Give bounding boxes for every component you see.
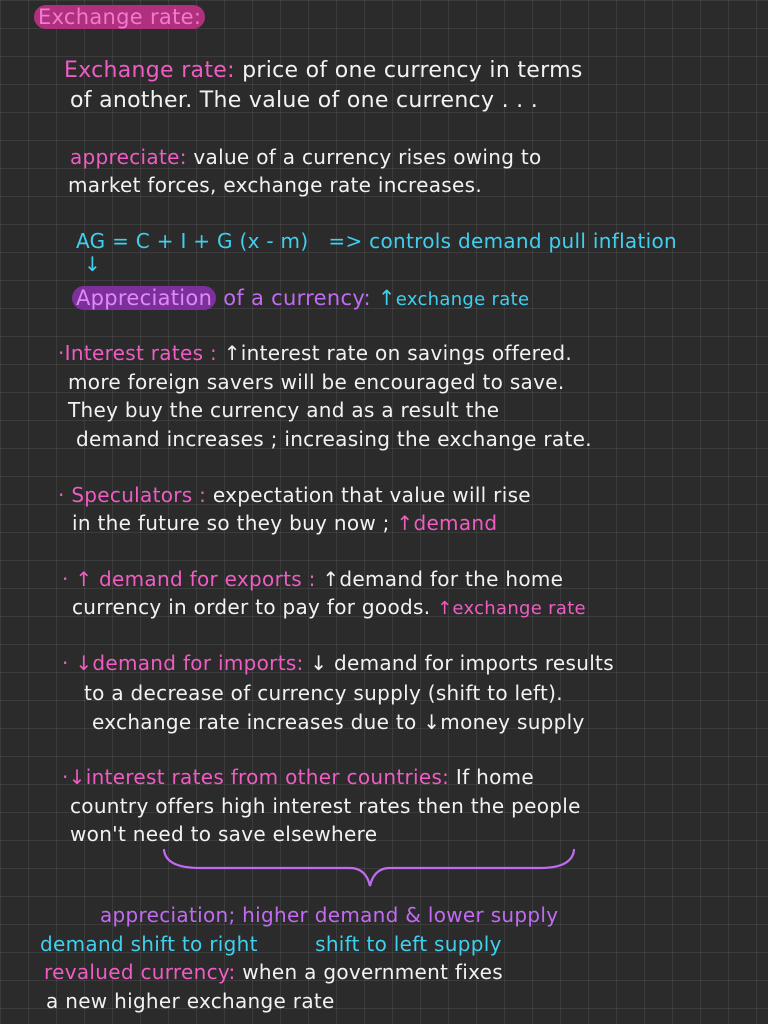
revalued-line-1 bbox=[44, 959, 503, 985]
imports-line-1 bbox=[62, 650, 614, 676]
revalued-text-1: when a government fixes bbox=[242, 960, 503, 984]
exports-text-1: ↑demand for the home bbox=[322, 567, 564, 591]
speculators-text-1: expectation that value will rise bbox=[212, 483, 531, 507]
other-countries-line-2: country offers high interest rates then the people bbox=[70, 794, 581, 818]
interest-rates-term: ·Interest rates : bbox=[58, 341, 218, 365]
appreciate-term: appreciate: bbox=[70, 145, 187, 169]
page-title bbox=[34, 4, 205, 30]
definition-term: Exchange rate: bbox=[64, 58, 235, 83]
other-countries-line-1 bbox=[62, 764, 534, 790]
appreciation-heading bbox=[72, 285, 529, 313]
definition-line-1 bbox=[64, 58, 583, 84]
other-countries-term: ·↓interest rates from other countries: bbox=[62, 765, 450, 789]
supply-shift-text: shift to left supply bbox=[315, 932, 502, 956]
summary-shifts bbox=[40, 931, 502, 957]
interest-rates-line-2: more foreign savers will be encouraged to save. bbox=[68, 370, 565, 394]
interest-rates-line-1 bbox=[58, 340, 572, 366]
interest-rates-line-4: demand increases ; increasing the exchange rate. bbox=[76, 427, 592, 451]
formula-line bbox=[76, 228, 677, 254]
appreciation-highlight: Appreciation bbox=[72, 286, 216, 310]
other-countries-line-3: won't need to save elsewhere bbox=[70, 822, 378, 846]
appreciate-line-2: market forces, exchange rate increases. bbox=[68, 173, 482, 197]
imports-text-1: ↓ demand for imports results bbox=[310, 651, 614, 675]
interest-rates-text-1: interest rate on savings offered. bbox=[240, 341, 572, 365]
imports-line-3: exchange rate increases due to ↓money supply bbox=[92, 710, 585, 734]
exports-line-2 bbox=[72, 594, 586, 622]
definition-text-1: price of one currency in terms bbox=[242, 58, 583, 83]
up-arrow-icon: ↑ bbox=[223, 341, 241, 365]
formula-equation: AG = C + I + G (x - m) bbox=[76, 229, 309, 253]
speculators-term: · Speculators : bbox=[58, 483, 207, 507]
up-arrow-icon: ↑ bbox=[396, 511, 414, 535]
exports-effect: ↑exchange rate bbox=[437, 598, 586, 619]
imports-line-2: to a decrease of currency supply (shift to left). bbox=[84, 681, 563, 705]
speculators-line-2 bbox=[72, 510, 497, 536]
demand-shift-text: demand shift to right bbox=[40, 932, 258, 956]
imports-term: · ↓demand for imports: bbox=[62, 651, 304, 675]
title-highlight: Exchange rate: bbox=[34, 5, 205, 29]
exports-line-1 bbox=[62, 566, 563, 592]
up-arrow-icon: ↑ bbox=[377, 286, 396, 310]
revalued-line-2: a new higher exchange rate bbox=[46, 989, 335, 1013]
exports-term: · ↑ demand for exports : bbox=[62, 567, 316, 591]
speculators-effect: demand bbox=[413, 511, 498, 535]
appreciation-rest: of a currency: bbox=[223, 286, 371, 310]
curly-brace-icon bbox=[160, 846, 580, 892]
down-arrow-icon: ↓ bbox=[84, 252, 101, 276]
appreciation-effect: exchange rate bbox=[395, 289, 530, 310]
revalued-term: revalued currency: bbox=[44, 960, 236, 984]
exports-text-2: currency in order to pay for goods. bbox=[72, 595, 431, 619]
appreciate-line-1 bbox=[70, 144, 542, 170]
formula-effect: => controls demand pull inflation bbox=[328, 229, 677, 253]
appreciate-text-1: value of a currency rises owing to bbox=[193, 145, 542, 169]
speculators-text-2: in the future so they buy now ; bbox=[72, 511, 390, 535]
interest-rates-line-3: They buy the currency and as a result the bbox=[68, 398, 500, 422]
other-countries-text-1: If home bbox=[455, 765, 534, 789]
definition-line-2: of another. The value of one currency . . . bbox=[70, 88, 539, 113]
summary-appreciation: appreciation; higher demand & lower supply bbox=[100, 903, 559, 927]
speculators-line-1 bbox=[58, 482, 531, 508]
